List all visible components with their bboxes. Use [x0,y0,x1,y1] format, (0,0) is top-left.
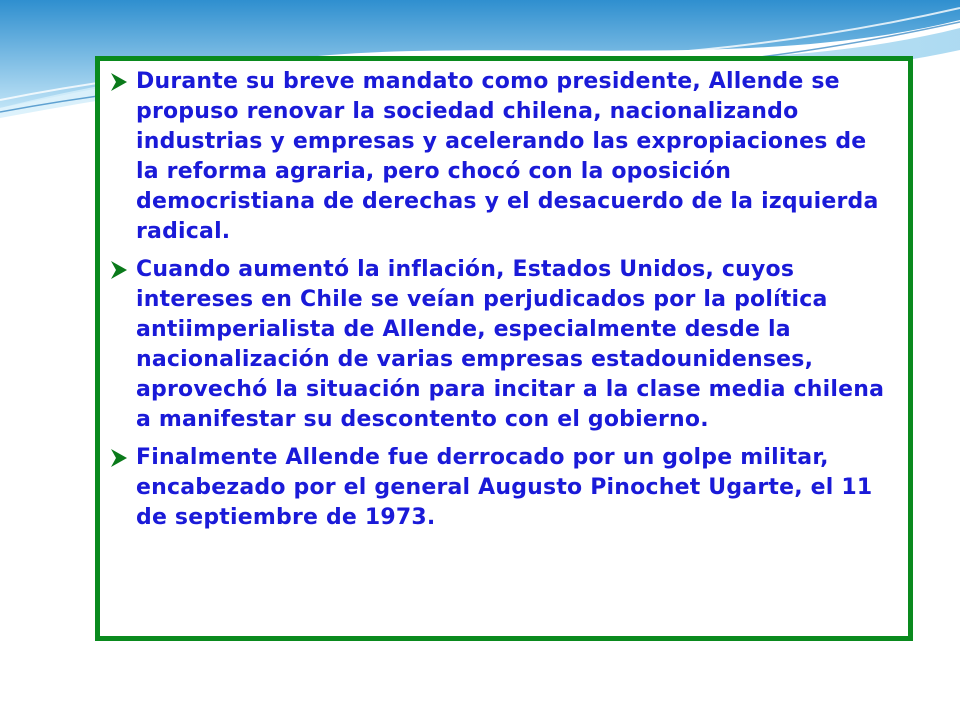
bullet-text: Finalmente Allende fue derrocado por un golpe militar, encabezado por el general Augusto Pinochet Ugarte, el 11 de septiembre de 1973. [136,445,873,530]
bullet-text: Durante su breve mandato como presidente, Allende se propuso renovar la sociedad chilena, nacionalizando industrias y empresas y acelerando las expropiaciones de la reforma agraria, pero chocó con la oposición democristiana de derechas y el desacuerdo de la izquierda radical. [136,69,879,244]
arrow-bullet-icon [110,72,128,92]
bullet-item [136,443,894,533]
bullet-item [136,67,894,247]
arrow-bullet-icon [110,448,128,468]
arrow-bullet-icon [110,260,128,280]
bullet-list [100,61,908,533]
bullet-text: Cuando aumentó la inflación, Estados Unidos, cuyos intereses en Chile se veían perjudicados por la política antiimperialista de Allende, especialmente desde la nacionalización de varias empresas estadounidenses, aprovechó la situación para incitar a la clase media chilena a manifestar su descontento con el gobierno. [136,257,885,432]
bullet-item [136,255,894,435]
content-box [95,56,913,641]
